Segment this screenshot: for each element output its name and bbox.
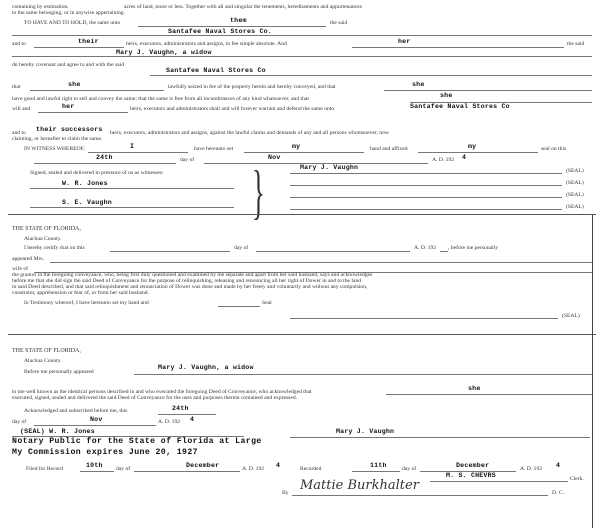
deed-text-l1c: to the same belonging, or in anywise appertaining.: [12, 10, 125, 16]
covenant-text: do hereby covenant and agree to and with the said: [12, 62, 124, 68]
ack-ad: A. D. 192: [158, 419, 181, 425]
witness-i: I: [130, 143, 135, 150]
dower-appeared: appeared Mrs.: [12, 256, 44, 262]
and-to-label: and to: [12, 41, 26, 47]
clerk-label: Clerk.: [570, 476, 584, 482]
that-label: that: [12, 84, 21, 90]
ack-month: Nov: [90, 416, 103, 423]
dower-ad: A. D. 192: [414, 245, 437, 251]
deed-day-of: day of: [180, 157, 195, 163]
she-1: she: [68, 81, 81, 88]
signed-text: Signed, sealed and delivered in presence of us as witnesses:: [30, 170, 164, 176]
ack-year: 4: [190, 416, 195, 423]
filed-month: December: [186, 462, 220, 469]
filed-day: 10th: [86, 462, 103, 469]
grantee-name-3: Santafee Naval Stores Co: [410, 103, 510, 110]
filed-for-label: Filed for Record: [26, 466, 63, 472]
witness-1: W. R. Jones: [62, 180, 108, 187]
ack-subscribed: Acknowledged and subscribed before me, this: [24, 408, 128, 414]
will-and-label: will and: [12, 106, 31, 112]
clerk-name: M. S. CHEVRS: [446, 472, 496, 479]
seal-on-this: seal on this: [541, 146, 567, 152]
witness-2: S. E. Vaughn: [62, 199, 112, 206]
recorded-day: 11th: [370, 462, 387, 469]
recorded-day-of: day of: [402, 466, 417, 472]
ack-known-text: to me well known as the identical persons described in and who executed the foregoing Deed of Conveyance, who acknowledged that: [12, 389, 312, 395]
notary-seal-name: (SEAL) W. R. Jones: [20, 428, 95, 435]
heirs-text: heirs, executors, administrators and assigns, in fee simple absolute. And: [126, 41, 287, 47]
notary-commission: My Commission expires June 20, 1927: [12, 448, 198, 457]
deed-year: 4: [462, 154, 467, 161]
seal-4: (SEAL): [566, 204, 584, 210]
witness-set: have hereunto set: [194, 146, 234, 152]
seized-text: lawfully seized in fee of the property herein and hereby conveyed, and that: [168, 84, 336, 90]
habendum-them: them: [230, 17, 247, 24]
heirs-their: their: [78, 38, 99, 45]
deed-month: Nov: [268, 154, 281, 161]
dower-county: Alachua County.: [24, 236, 62, 242]
ack-state: THE STATE OF FLORIDA,: [12, 348, 81, 354]
have-good-text: have good and lawful right to sell and convey the same; that the same is free from all incumbrances of any kind whatsoever, and that: [12, 96, 309, 102]
filed-ad: A. D. 192: [242, 466, 265, 472]
dower-before-me: , before me personally: [448, 245, 499, 251]
by-label: By: [282, 490, 289, 496]
seal-3: (SEAL): [566, 192, 584, 198]
assigns-text: heirs, executors, administrators and assigns, against the lawful claims and demands of any and all persons whomsoever, now: [110, 130, 389, 136]
ack-executed-text: executed, signed, sealed and delivered the said Deed of Conveyance for the uses and purposes therein contained and expressed.: [12, 395, 298, 401]
ack-signature: Mary J. Vaughn: [336, 428, 395, 435]
my-2: my: [468, 143, 477, 150]
hand-affixed: hand and affixed: [370, 146, 408, 152]
deed-day: 24th: [96, 154, 113, 161]
grantor-name: Mary J. Vaughn, a widow: [116, 49, 212, 56]
recorded-ad: A. D. 192: [520, 466, 543, 472]
notary-title: Notary Public for the State of Florida at Large: [12, 437, 262, 446]
filed-year: 4: [276, 462, 281, 469]
she-2: she: [412, 81, 425, 88]
deed-ad: A. D. 192: [432, 157, 455, 163]
recorded-month: December: [456, 462, 490, 469]
deed-text-l1b: acres of land, more or less. Together with all and singular the tenements, hereditaments and appurtenances: [124, 4, 362, 10]
recorded-year: 4: [556, 462, 561, 469]
seal-2: (SEAL): [566, 180, 584, 186]
dower-body-3: in said Deed described, and that said relinquishment and renunciation of Dower was done and made by her freely and voluntarily and without any compulsion,: [12, 284, 368, 290]
dower-body-4: constraint, apprehension or fear of, or from her said husband.: [12, 290, 150, 296]
habendum-the-said: the said: [330, 20, 348, 26]
dower-body-1: the grantor in the foregoing conveyance, who, being first duly questioned and examined by me separate and apart from her said husband, says and acknowledges: [12, 272, 373, 278]
dower-testimony: In Testimony whereof, I have hereunto set my hand and: [24, 300, 149, 306]
ack-county: Alachua County.: [24, 358, 62, 364]
filed-day-of: day of: [116, 466, 131, 472]
successors: their successors: [36, 126, 103, 133]
dower-state: THE STATE OF FLORIDA,: [12, 226, 81, 232]
deputy-clerk-signature: Mattie Burkhalter: [300, 478, 419, 493]
witness-whereof: IN WITNESS WHEREOF,: [24, 146, 85, 152]
claiming-text: claiming, or hereafter to claim the same.: [12, 136, 103, 142]
grantor-her: her: [398, 38, 411, 45]
dower-day-of: day of: [234, 245, 249, 251]
recorded-label: Recorded: [300, 466, 322, 472]
ack-day-of: day of: [12, 419, 27, 425]
my-1: my: [292, 143, 301, 150]
warrant-text: heirs, executors and administrators shall and will forever warrant and defend the same unto: [130, 106, 335, 112]
seal-1: (SEAL): [566, 168, 584, 174]
her-2: her: [62, 103, 75, 110]
habendum-text: TO HAVE AND TO HOLD, the same unto: [24, 20, 121, 26]
dower-seal: (SEAL): [562, 313, 580, 319]
dower-wife-of: wife of: [12, 266, 28, 272]
dower-certify: I hereby certify that on this: [24, 245, 85, 251]
ack-day: 24th: [172, 405, 189, 412]
deed-record-page: containing by estimation. acres of land, more or less. Together with all and singular the tenements, hereditaments and appurtenances to the same belonging, or in anywise appertaining. TO HAVE AND TO HOLD, the same unto them the said Santafee Naval Stores Co. and to their heirs, executors, administrators and assigns, in fee simple absolute. And her the said Mary J. Vaughn, a widow do hereby covenant and agree to and with the said Santafee Naval Stores Co that she lawfully seized in fee of the property herein and hereby conveyed, and that she have good and lawful right to sell and convey the same; that the same is free from all incumbrances of any kind whatsoever, and that she will and her heirs, executors and administrators shall and will forever warrant and defend the same unto Santafee Naval Stores Co and to their successors heirs, executors, administrators and assigns, against the lawful claims and demands of any and all persons whomsoever, now claiming, or hereafter to claim the same. IN WITNESS WHEREOF, I have hereunto set my hand and affixed my seal on this 24th day of Nov A. D. 192 4 Mary J. Vaughn (SEAL) Signed, sealed and delivered in presence of us as witnesses: } (SEAL) W. R. Jones (SEAL) S. E. Vaughn (SEAL) THE STATE OF FLORIDA, Alachua County. I hereby certify that on this day of A. D. 192 , before me personally appeared Mrs. wife of the grantor in the foregoing conveyance, who, being first duly questioned and examined by me separate and apart from her said husband, says and acknowledges before me that she did sign the said Deed of Conveyance for the purpose of relinquishing, releasing and renouncing all her right of Dower in and to the land in said Deed described, and that said relinquishment and renunciation of Dower was done and made by her freely and voluntarily and without any compulsion, constraint, apprehension or fear of, or from her said husband. In Testimony whereof, I have hereunto set my hand and Seal (SEAL) THE STATE OF FLORIDA, Alachua County. Before me personally appeared Mary J. Vaughn, a widow to me well known as the identical persons described in and who executed the foregoing Deed of Conveyance, who acknowledged that she executed, signed, sealed and delivered the said Deed of Conveyance for the uses and purposes therein contained and expressed. Acknowledged and subscribed before me, this 24th Nov day of A. D. 192 4 (SEAL) W. R. Jones Mary J. Vaughn Notary Public for the State of Florida at Large My Commission expires June 20, 1927 Filed for Record 10th day of December A. D. 192 4 Recorded 11th day of December A. D. 192 4 M. S. CHEVRS Clerk. By Mattie Burkhalter D. C.: [0, 0, 600, 528]
ack-before-me: Before me personally appeared: [24, 369, 94, 375]
dower-seal-word: Seal: [262, 300, 272, 306]
and-to-label-2: and to: [12, 130, 26, 136]
dower-body-2: before me that she did sign the said Deed of Conveyance for the purpose of relinquishing, releasing and renouncing all her right of Dower in and to the land: [12, 278, 362, 284]
she-3: she: [440, 92, 453, 99]
ack-name: Mary J. Vaughn, a widow: [158, 364, 254, 371]
the-said-label: the said: [567, 41, 585, 47]
grantee-name-2: Santafee Naval Stores Co: [166, 67, 266, 74]
deed-text-l1a: containing by estimation.: [12, 4, 69, 10]
dc-label: D. C.: [552, 490, 564, 496]
grantee-name: Santafee Naval Stores Co.: [168, 28, 272, 35]
ack-she: she: [468, 385, 481, 392]
grantor-signature: Mary J. Vaughn: [300, 164, 359, 171]
